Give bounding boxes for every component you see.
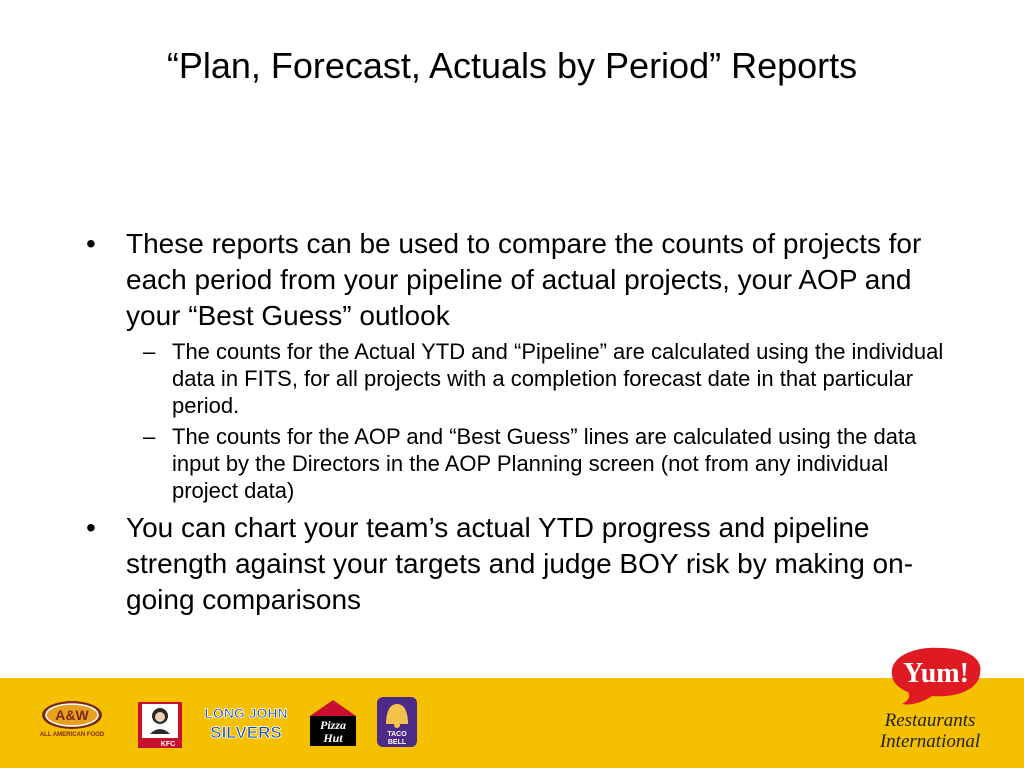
yum-logo-text: Yum! xyxy=(903,658,969,689)
bullet-marker: • xyxy=(86,512,96,543)
long-john-silvers-logo xyxy=(200,700,292,746)
bullet-item xyxy=(86,510,946,618)
taco-bell-logo xyxy=(374,694,420,750)
sub-bullet-marker: – xyxy=(143,339,156,364)
sub-bullet-item xyxy=(86,423,946,504)
pizza-hut-line1: Pizza xyxy=(319,718,347,732)
aw-logo xyxy=(36,700,108,738)
yum-line1: Restaurants xyxy=(884,710,976,731)
bullet-marker: • xyxy=(86,228,96,259)
pizza-hut-line2: Hut xyxy=(323,731,343,745)
pizza-hut-logo xyxy=(304,694,362,752)
slide-title: “Plan, Forecast, Actuals by Period” Reports xyxy=(166,45,858,86)
bullet-text: These reports can be used to compare the counts of projects for each period from your pipeline of actual projects, your AOP and your “Best Guess” outlook xyxy=(126,228,922,331)
bullet-list xyxy=(86,226,946,622)
sub-bullet-item xyxy=(86,338,946,419)
yum-line2: International xyxy=(879,731,981,752)
bullet-item xyxy=(86,226,946,334)
kfc-logo-text: KFC xyxy=(160,741,176,748)
restaurants-international-wordmark xyxy=(862,710,998,752)
bullet-text: You can chart your team’s actual YTD progress and pipeline strength against your targets and judge BOY risk by making on-going comparisons xyxy=(126,512,914,615)
taco-bell-line2: BELL xyxy=(387,739,407,746)
yum-logo xyxy=(880,640,990,710)
aw-logo-text: A&W xyxy=(55,707,89,723)
sub-bullet-marker: – xyxy=(143,424,156,449)
taco-bell-line1: TACO xyxy=(387,731,407,738)
ljs-line2: SILVERS xyxy=(210,723,282,742)
sub-bullet-text: The counts for the Actual YTD and “Pipeline” are calculated using the individual data in FITS, for all projects with a completion forecast date in that particular period. xyxy=(172,339,944,418)
aw-tagline: ALL AMERICAN FOOD xyxy=(39,732,105,738)
kfc-logo xyxy=(136,700,184,750)
ljs-line1: LONG JOHN xyxy=(204,705,288,721)
sub-bullet-text: The counts for the AOP and “Best Guess” lines are calculated using the data input by the Directors in the AOP Planning screen (not from any individual project data) xyxy=(172,424,917,503)
